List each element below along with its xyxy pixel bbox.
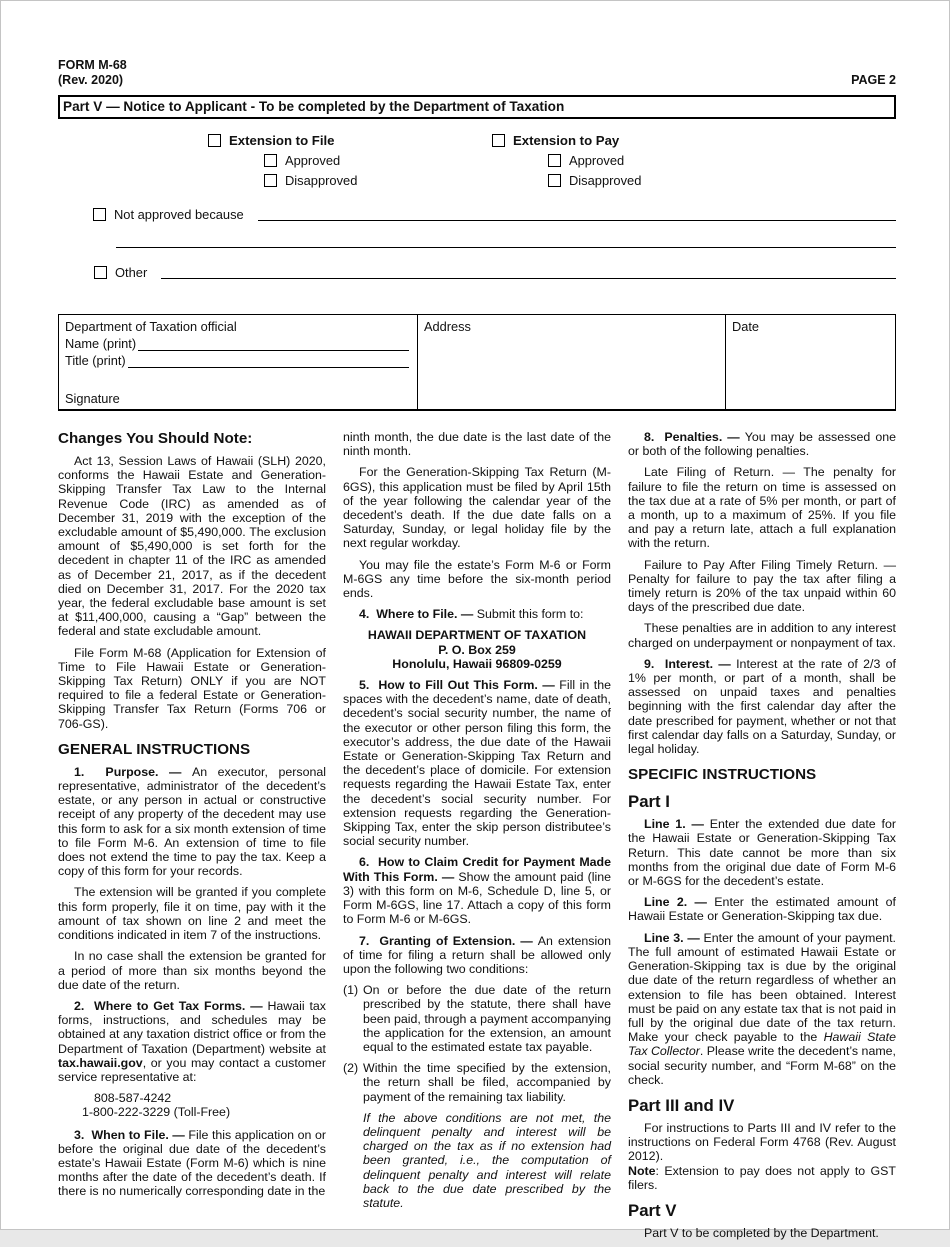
text-run: For the Generation-Skipping Tax Return (M-6GS), this application must be filed by April 15th of the year following the calendar year of the decedent’s death. If the due date falls on a Saturday, Sunday, or legal holiday file by the next regular workday. <box>343 465 611 551</box>
text-run: , or you may contact a customer service representative at: <box>58 1055 326 1084</box>
section-heading: GENERAL INSTRUCTIONS <box>58 740 251 758</box>
text-run: tax.hawaii.gov <box>58 1055 143 1070</box>
text-run: In no case shall the extension be granted for a period of more than six months beyond the due date of the return. <box>58 949 326 992</box>
paragraph <box>628 430 896 458</box>
instructions-columns <box>58 430 896 1247</box>
extension-to-pay-group <box>492 133 641 188</box>
paragraph <box>628 817 896 888</box>
pay-disapproved-checkbox[interactable] <box>548 174 561 187</box>
paragraph <box>343 430 611 458</box>
paragraph <box>628 465 896 550</box>
text-run: You may be assessed one or both of the following penalties. <box>628 430 896 459</box>
numbered-condition: (1) On or before the due date of the return prescribed by the statute, there shall have been paid, through a payment accompanying the application for the extension, an amount equal to the estimated estate tax payable. <box>343 983 611 1054</box>
official-cell <box>59 315 417 409</box>
official-label: Department of Taxation official <box>65 319 237 334</box>
text-run: Line 3. — <box>644 930 704 945</box>
file-disapproved-checkbox[interactable] <box>264 174 277 187</box>
not-approved-row <box>93 207 896 222</box>
instructions-column-3 <box>628 430 896 1247</box>
text-run: Hawaii State Tax Collector <box>628 1030 897 1059</box>
other-checkbox[interactable] <box>94 266 107 279</box>
file-approved-checkbox[interactable] <box>264 154 277 167</box>
text-run: 4. Where to File. — <box>359 607 477 622</box>
text-run: Act 13, Session Laws of Hawaii (SLH) 2020, conforms the Hawaii Estate and Generation-Skipping Transfer Tax Law to the Internal Revenue Code (IRC) as amended as of December 31, 2019 with the exception of the excludable amount of $5,490,000. The exclusion amount of $5,490,000 is set forth for the decedent in chapter 11 of the IRC as amended as of December 21, 2017, as if the decedent died on December 31, 2017. For the 2020 tax year, the federal excludable base amount is set at $11,400,000, causing a “Gap” between the federal and state excludable amount. <box>58 454 326 639</box>
text-run: These penalties are in addition to any interest charged on underpayment or nonpayment of tax. <box>628 621 896 650</box>
paragraph <box>628 558 896 615</box>
address-label: Address <box>424 319 471 334</box>
not-approved-reason-line[interactable] <box>258 208 896 221</box>
paragraph <box>58 1128 326 1199</box>
text-run: 5. How to Fill Out This Form. — <box>359 678 560 693</box>
paragraph <box>343 558 611 601</box>
paragraph <box>628 1121 896 1164</box>
text-run: The extension will be granted if you complete this form properly, file it on time, pay with it the amount of tax shown on line 2 and meet the conditions indicated in item 7 of the instructions. <box>58 885 326 943</box>
page-header <box>58 58 896 88</box>
paragraph <box>628 1226 896 1240</box>
text-run: You may file the estate’s Form M-6 or Form M-6GS any time before the six-month period ends. <box>343 557 611 601</box>
text-run: Enter the extended due date for the Hawaii Estate or Generation-Skipping Tax Return. This date cannot be more than six months from the original due date of Form M-6 or M-6GS for the decedent’s estate. <box>628 817 896 889</box>
not-approved-checkbox[interactable] <box>93 208 106 221</box>
name-print-line[interactable] <box>138 338 409 351</box>
text-run: 1. Purpose. — <box>74 764 192 779</box>
paragraph <box>58 999 326 1084</box>
not-approved-label: Not approved because <box>114 207 244 222</box>
file-approved-label: Approved <box>285 153 341 168</box>
extension-to-file-label: Extension to File <box>229 133 335 148</box>
paragraph <box>628 895 896 923</box>
extension-to-pay-label: Extension to Pay <box>513 133 620 148</box>
text-run: . Please write the decedent’s name, social security number, and “Form M-68” on the check. <box>628 1044 896 1087</box>
part-heading: Part I <box>628 792 670 812</box>
extension-to-pay-checkbox[interactable] <box>492 134 505 147</box>
text-run: An executor, personal representative, administrator of the decedent’s estate, or any person in actual or constructive receipt of any property of the decedent may use this form to ask for a six month extension of time to file Form M-6. An extension of time to file does not extend the time to pay the tax. Keep a copy of this form for your records. <box>58 764 326 879</box>
text-run: For instructions to Parts III and IV refer to the instructions on Federal Form 4768 (Rev. August 2012). <box>628 1120 896 1164</box>
text-run: File Form M-68 (Application for Extension of Time to File Hawaii Estate or Generation-Skipping Tax Return) ONLY if you are NOT required to file a federal Estate or Generation-Skipping Transfer Tax Return (Forms 706 or 706-GS). <box>58 645 326 731</box>
text-run: Failure to Pay After Filing Timely Return. — Penalty for failure to pay the tax after filing a timely return is 20% of the tax unpaid within 60 days of the prescribed due date. <box>628 557 896 615</box>
numbered-condition: (2) Within the time specified by the extension, the return shall be filed, accompanied by payment of the remaining tax liability. <box>343 1061 611 1104</box>
paragraph <box>628 1164 896 1192</box>
pay-approved-checkbox[interactable] <box>548 154 561 167</box>
paragraph <box>58 454 326 639</box>
text-run: Late Filing of Return. — The penalty for failure to file the return on time is assessed on the tax due at a rate of 5% per month, or part of a month, up to a maximum of 25%. If you file and pay a return late, attach a full explanation with the return. <box>628 465 896 551</box>
text-run: 3. When to File. — <box>74 1127 189 1142</box>
section-heading: SPECIFIC INSTRUCTIONS <box>628 766 817 784</box>
text-run: An extension of time for filing a return shall be allowed only upon the following two conditions: <box>343 933 612 976</box>
other-row <box>94 265 896 280</box>
text-run: Hawaii tax forms, instructions, and schedules may be obtained at any taxation district office or from the Department of Taxation (Department) website at <box>58 998 326 1056</box>
paragraph <box>628 621 896 649</box>
text-run: Interest at the rate of 2/3 of 1% per month, or part of a month, shall be assessed on unpaid taxes and penalties beginning with the first calendar day after the date prescribed for payment, whether or not that first calendar day falls on a Saturday, Sunday, or legal holiday. <box>628 656 896 757</box>
text-run: Submit this form to: <box>476 607 584 622</box>
other-reason-line[interactable] <box>161 266 896 279</box>
paragraph <box>628 931 896 1087</box>
text-run: Within the time specified by the extension, the return shall be filed, accompanied by payment of the remaining tax liability. <box>363 1061 611 1104</box>
pay-approved-label: Approved <box>569 153 625 168</box>
part-heading: Part III and IV <box>628 1095 735 1115</box>
text-run: Line 2. — <box>644 895 715 910</box>
other-label: Other <box>115 265 148 280</box>
text-run: If the above conditions are not met, the delinquent penalty and interest will be charged on the tax as if no extension had been granted, i.e., the computation of delinquent penalty and interest will relate back to the due date prescribed by the statute. <box>363 1110 611 1210</box>
name-print-label: Name (print) <box>65 336 137 351</box>
text-run: ninth month, the due date is the last date of the ninth month. <box>343 430 611 459</box>
paragraph <box>343 465 611 550</box>
address-cell[interactable] <box>417 315 725 409</box>
text-run: Line 1. — <box>644 817 710 832</box>
text-run: Show the amount paid (line 3) with this form on M-6, Schedule D, line 5, or Form M-6GS, line 17. Attach a copy of this form to Form M-6 or M-6GS. <box>343 869 611 927</box>
paragraph <box>363 1111 611 1210</box>
text-run: Part V to be completed by the Department. <box>644 1225 879 1240</box>
form-identifier <box>58 58 127 88</box>
text-run: 2. Where to Get Tax Forms. — <box>74 998 268 1013</box>
paragraph <box>58 765 326 879</box>
text-run: Note <box>628 1163 656 1178</box>
text-run: : Extension to pay does not apply to GST filers. <box>628 1163 896 1192</box>
paragraph <box>343 934 611 977</box>
paragraph <box>58 949 326 992</box>
instructions-column-2 <box>343 430 611 1247</box>
file-disapproved-label: Disapproved <box>285 173 358 188</box>
date-cell[interactable] <box>725 315 897 409</box>
paragraph <box>343 855 611 926</box>
signature-table <box>58 314 896 411</box>
not-approved-reason-line-2[interactable] <box>116 235 896 248</box>
paragraph <box>343 678 611 848</box>
part-v-title-bar: Part V — Notice to Applicant - To be completed by the Department of Taxation <box>58 95 896 119</box>
text-run: 9. Interest. — <box>644 656 737 671</box>
text-run: File this application on or before the original due date of the decedent’s estate’s Hawaii Estate (Form M-6) which is nine months after the date of the decedent’s death. If there is no numerically corresponding date in the <box>58 1127 327 1199</box>
decision-section <box>58 117 896 314</box>
signature-space[interactable] <box>65 368 411 391</box>
page-number: PAGE 2 <box>851 73 896 87</box>
instructions-column-1 <box>58 430 326 1247</box>
part-heading: Part V <box>628 1200 677 1220</box>
text-run: Enter the amount of your payment. The full amount of estimated Hawaii Estate or Generation-Skipping tax is due by the original due date of the return regardless of whether an extension to file has been obtained. Interest must be paid on any estate tax that is not paid in full by the original due date of the tax return. Make your check payable to the <box>628 930 896 1045</box>
form-number: FORM M-68 <box>58 58 127 72</box>
text-run: 6. How to Claim Credit for Payment Made With This Form. — <box>343 855 611 884</box>
form-revision: (Rev. 2020) <box>58 73 124 87</box>
section-heading: Changes You Should Note: <box>58 430 253 447</box>
text-run: On or before the due date of the return prescribed by the statute, there shall have been paid, through a payment accompanying the application for the extension, an amount equal to the estimated estate tax payable. <box>363 983 611 1054</box>
title-print-line[interactable] <box>128 355 409 368</box>
date-label: Date <box>732 319 760 334</box>
text-run: 8. Penalties. — <box>644 430 745 444</box>
paragraph <box>343 607 611 621</box>
signature-label: Signature <box>65 391 120 406</box>
text-run: Enter the estimated amount of Hawaii Estate or Generation-Skipping tax due. <box>628 895 896 924</box>
paragraph <box>58 885 326 942</box>
extension-to-file-group <box>208 133 357 188</box>
pay-disapproved-label: Disapproved <box>569 173 642 188</box>
text-run: Fill in the spaces with the decedent’s name, date of death, decedent’s social security number, the name of the executor or other person filing this form, the executor’s address, the due date of the Hawaii Estate or Generation-Skipping Tax Return and the decedent’s place of domicile. For extension requests regarding the Hawaii Estate Tax, enter the decedent’s social security number. For extension requests regarding the Generation-Skipping Tax, enter the skip person distributee’s social security number. <box>343 678 611 849</box>
text-run: 7. Granting of Extension. — <box>359 933 538 948</box>
extension-to-file-checkbox[interactable] <box>208 134 221 147</box>
paragraph <box>58 646 326 731</box>
address-block: HAWAII DEPARTMENT OF TAXATION P. O. Box 259 Honolulu, Hawaii 96809-0259 <box>367 628 587 671</box>
phone-numbers: 808-587-4242 1-800-222-3229 (Toll-Free) <box>82 1091 231 1120</box>
title-print-label: Title (print) <box>65 353 126 368</box>
paragraph <box>628 657 896 756</box>
